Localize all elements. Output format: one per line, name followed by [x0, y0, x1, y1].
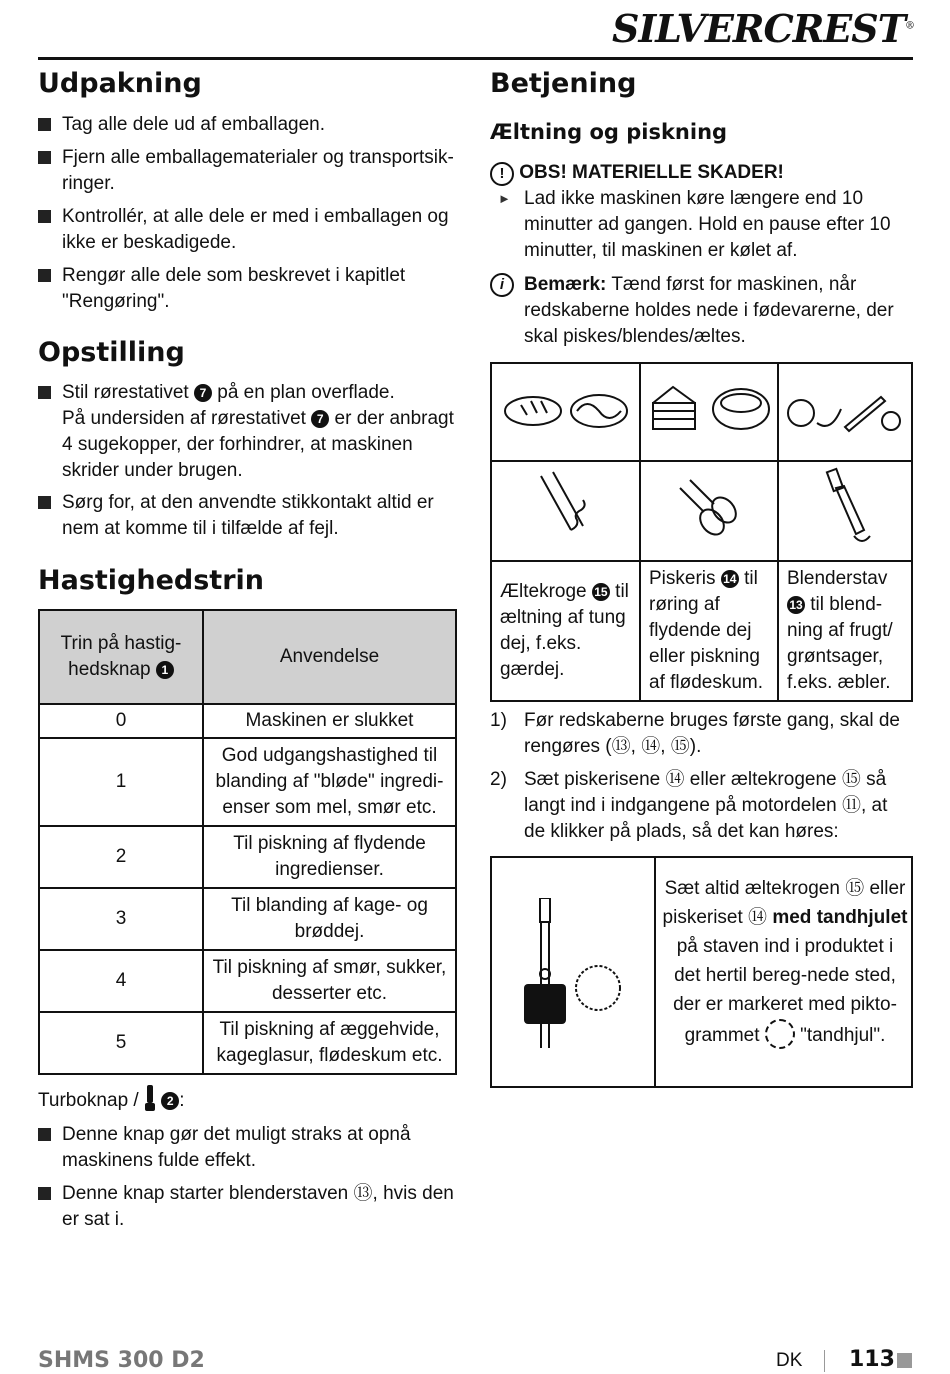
blender-stick-icon	[144, 1085, 156, 1113]
kneading-hook-icon	[531, 468, 601, 548]
list-item: Stil rørestativet 7 på en plan overflade. På undersiden af rørestativet 7 er der anbragt 4 sugekopper, der forhindrer, at maskinen skrider under brugen.	[62, 380, 462, 484]
table-row: 0 Maskinen er slukket	[39, 704, 456, 738]
heading-setup: Opstilling	[38, 337, 185, 368]
top-rule	[38, 57, 913, 60]
table-row: 1 God udgangshastighed til blanding af "bløde" ingredi-enser som mel, smør etc.	[39, 738, 456, 826]
gear-icon	[765, 1019, 795, 1049]
whisk-icon	[674, 468, 744, 548]
tool-cell	[640, 461, 778, 561]
usage-col-header: Anvendelse	[203, 610, 456, 704]
gear-shaft-illustration	[514, 898, 634, 1048]
step-1: 1) Før redskaberne bruges første gang, skal de rengøres (⑬, ⑭, ⑮).	[490, 710, 900, 757]
list-item: Kontrollér, at alle dele er med i emballagen og ikke er beskadigede.	[62, 204, 462, 256]
tool-cell	[491, 461, 640, 561]
speed-col-header: Trin på hastig-hedsknap 1	[39, 610, 203, 704]
tool-description: Piskeris 14 til røring af flydende dej eller piskning af flødeskum.	[640, 561, 778, 701]
arrow-icon: ►	[498, 191, 511, 206]
heading-operation: Betjening	[490, 68, 637, 99]
hint-box	[490, 856, 913, 1088]
tools-table	[490, 362, 913, 702]
list-item: Sørg for, at den anvendte stikkontakt altid er nem at komme til i tilfælde af fejl.	[62, 490, 462, 542]
fruit-vegetable-icon	[783, 379, 907, 439]
model-number: SHMS 300 D2	[38, 1348, 205, 1373]
page-number: 113	[849, 1347, 895, 1372]
list-item: Denne knap starter blenderstaven ⑬, hvis den er sat i.	[62, 1181, 462, 1233]
blender-stick-icon	[810, 466, 880, 550]
note-block: i Bemærk: Tænd først for maskinen, når redskaberne holdes nede i fødevarerne, der skal piskes/blendes/æltes.	[490, 272, 910, 350]
list-item: Tag alle dele ud af emballagen.	[62, 112, 462, 138]
hint-text: Sæt altid æltekrogen ⑮ eller piskeriset ⑭ med tandhjulet på staven ind i produktet i det hertil bereg-nede sted, der er markeret med pikto-grammet "tandhjul".	[662, 874, 908, 1050]
food-cell	[640, 363, 778, 461]
info-icon: i	[490, 273, 514, 297]
tool-description: Blenderstav 13 til blend-ning af frugt/ grøntsager, f.eks. æbler.	[778, 561, 912, 701]
heading-speed: Hastighedstrin	[38, 565, 265, 596]
tool-description: Æltekroge 15 til æltning af tung dej, f.eks. gærdej.	[491, 561, 640, 701]
table-row: 4 Til piskning af smør, sukker, desserter etc.	[39, 950, 456, 1012]
food-cell	[778, 363, 912, 461]
subheading-kneading: Æltning og piskning	[490, 120, 728, 144]
tool-cell	[778, 461, 912, 561]
warning-block: ! OBS! MATERIELLE SKADER! ► Lad ikke maskinen køre længere end 10 minutter ad gangen. Hold en pause efter 10 minutter, til maskinen er kølet af.	[490, 160, 910, 264]
turbo-label: Turboknap / 2 :	[38, 1085, 185, 1114]
list-item: Denne knap gør det muligt straks at opnå maskinens fulde effekt.	[62, 1122, 462, 1174]
bread-icon	[501, 379, 631, 439]
language-code: DK	[776, 1350, 803, 1371]
food-cell	[491, 363, 640, 461]
step-2: 2) Sæt piskerisene ⑭ eller æltekrogene ⑮ så langt ind i indgangene på motordelen ⑪, at de klikker på plads, så det kan høres:	[490, 769, 888, 842]
speed-table	[38, 609, 457, 1075]
heading-unpacking: Udpakning	[38, 68, 202, 99]
warning-icon: !	[490, 162, 514, 186]
brand-logo: SILVERCREST®	[612, 6, 914, 51]
list-item: Fjern alle emballagematerialer og transportsik-ringer.	[62, 145, 462, 197]
footer-divider	[824, 1350, 825, 1372]
footer-square	[897, 1353, 912, 1368]
cake-icon	[647, 379, 771, 439]
table-row: 2 Til piskning af flydende ingredienser.	[39, 826, 456, 888]
list-item: Rengør alle dele som beskrevet i kapitlet "Rengøring".	[62, 263, 462, 315]
table-row: 3 Til blanding af kage- og brøddej.	[39, 888, 456, 950]
table-row: 5 Til piskning af æggehvide, kageglasur, flødeskum etc.	[39, 1012, 456, 1074]
